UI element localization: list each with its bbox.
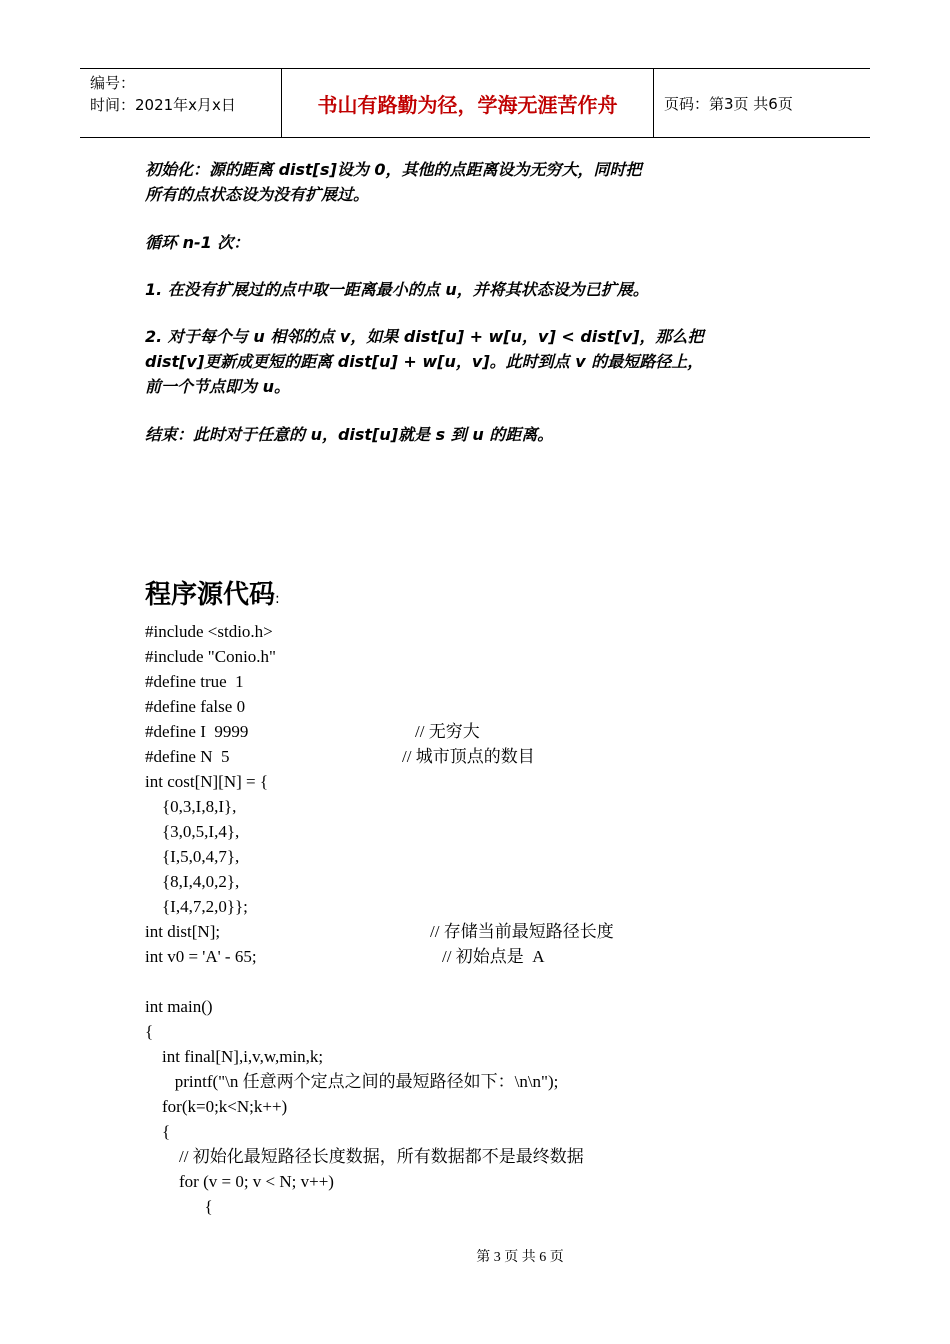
- header-meta: [80, 69, 281, 137]
- code-text: {3,0,5,I,4},: [145, 822, 240, 841]
- init-paragraph: [145, 157, 805, 207]
- code-text: #define N 5: [145, 747, 230, 766]
- code-text: {I,4,7,2,0}};: [145, 897, 248, 916]
- code-line: [145, 844, 845, 869]
- code-line: [145, 1069, 845, 1094]
- code-text: int final[N],i,v,w,min,k;: [145, 1047, 324, 1066]
- code-line: [145, 819, 845, 844]
- time-label: 时间：2021年x月x日: [90, 96, 236, 114]
- code-line: [145, 1144, 845, 1169]
- code-line: [145, 944, 845, 969]
- code-text: #define true 1: [145, 672, 244, 691]
- code-text: #include <stdio.h>: [145, 622, 273, 641]
- code-line: [145, 644, 845, 669]
- page-footer: 第 3 页 共 6 页: [476, 1250, 564, 1265]
- section-title: [145, 574, 280, 611]
- code-line: [145, 869, 845, 894]
- code-text: for(k=0;k<N;k++): [145, 1097, 288, 1116]
- source-code-block: [145, 619, 845, 1219]
- page-header: [80, 68, 870, 138]
- code-line: [145, 894, 845, 919]
- code-line: [145, 794, 845, 819]
- code-comment: // 无穷大: [415, 722, 480, 741]
- init-line-2: 所有的点状态设为没有扩展过。: [145, 185, 370, 204]
- section-title-colon: :: [275, 591, 280, 607]
- code-text: {: [145, 1022, 154, 1041]
- code-text: for (v = 0; v < N; v++): [145, 1172, 334, 1191]
- code-text: // 初始化最短路径长度数据，所有数据都不是最终数据: [145, 1147, 584, 1166]
- code-text: #include "Conio.h": [145, 647, 276, 666]
- code-comment: // 初始点是 A: [442, 947, 545, 966]
- header-page-info: 页码：第3页 共6页: [664, 94, 793, 113]
- code-line: [145, 744, 845, 769]
- code-text: {0,3,I,8,I},: [145, 797, 237, 816]
- code-text: int main(): [145, 997, 213, 1016]
- code-text: {I,5,0,4,7},: [145, 847, 240, 866]
- code-line: [145, 1194, 845, 1219]
- section-title-text: 程序源代码: [145, 580, 276, 610]
- code-line: [145, 619, 845, 644]
- step2-line-3: 前一个节点即为 u。: [145, 377, 290, 396]
- end-paragraph: 结束：此时对于任意的 u，dist[u]就是 s 到 u 的距离。: [145, 425, 554, 444]
- code-line: [145, 1044, 845, 1069]
- code-text: int dist[N];: [145, 922, 221, 941]
- code-text: printf("\n 任意两个定点之间的最短路径如下：\n\n");: [145, 1072, 559, 1091]
- code-text: {: [145, 1122, 171, 1141]
- code-line: [145, 719, 845, 744]
- code-text: {8,I,4,0,2},: [145, 872, 240, 891]
- code-line: [145, 769, 845, 794]
- number-label: 编号：: [90, 74, 136, 92]
- code-line: [145, 1119, 845, 1144]
- step1-paragraph: 1. 在没有扩展过的点中取一距离最小的点 u，并将其状态设为已扩展。: [145, 280, 649, 299]
- code-comment: // 存储当前最短路径长度: [430, 922, 614, 941]
- code-line: [145, 1094, 845, 1119]
- init-line-1: 初始化：源的距离 dist[s]设为 0，其他的点距离设为无穷大，同时把: [145, 160, 642, 179]
- step2-line-1: 2. 对于每个与 u 相邻的点 v，如果 dist[u] + w[u，v] < dist[v]，那么把: [145, 327, 704, 346]
- step2-line-2: dist[v]更新成更短的距离 dist[u] + w[u，v]。此时到点 v 的最短路径上，: [145, 352, 704, 371]
- code-line: [145, 694, 845, 719]
- header-motto: 书山有路勤为径，学海无涯苦作舟: [281, 69, 654, 137]
- code-line: [145, 1019, 845, 1044]
- code-text: int v0 = 'A' - 65;: [145, 947, 257, 966]
- loop-paragraph: 循环 n-1 次：: [145, 233, 250, 252]
- step2-paragraph: [145, 324, 805, 399]
- code-text: #define I 9999: [145, 722, 249, 741]
- code-text: #define false 0: [145, 697, 246, 716]
- code-text: {: [145, 1197, 213, 1216]
- code-line: [145, 969, 845, 994]
- code-line: [145, 919, 845, 944]
- code-line: [145, 994, 845, 1019]
- code-line: [145, 669, 845, 694]
- code-line: [145, 1169, 845, 1194]
- code-text: int cost[N][N] = {: [145, 772, 269, 791]
- code-comment: // 城市顶点的数目: [402, 747, 535, 766]
